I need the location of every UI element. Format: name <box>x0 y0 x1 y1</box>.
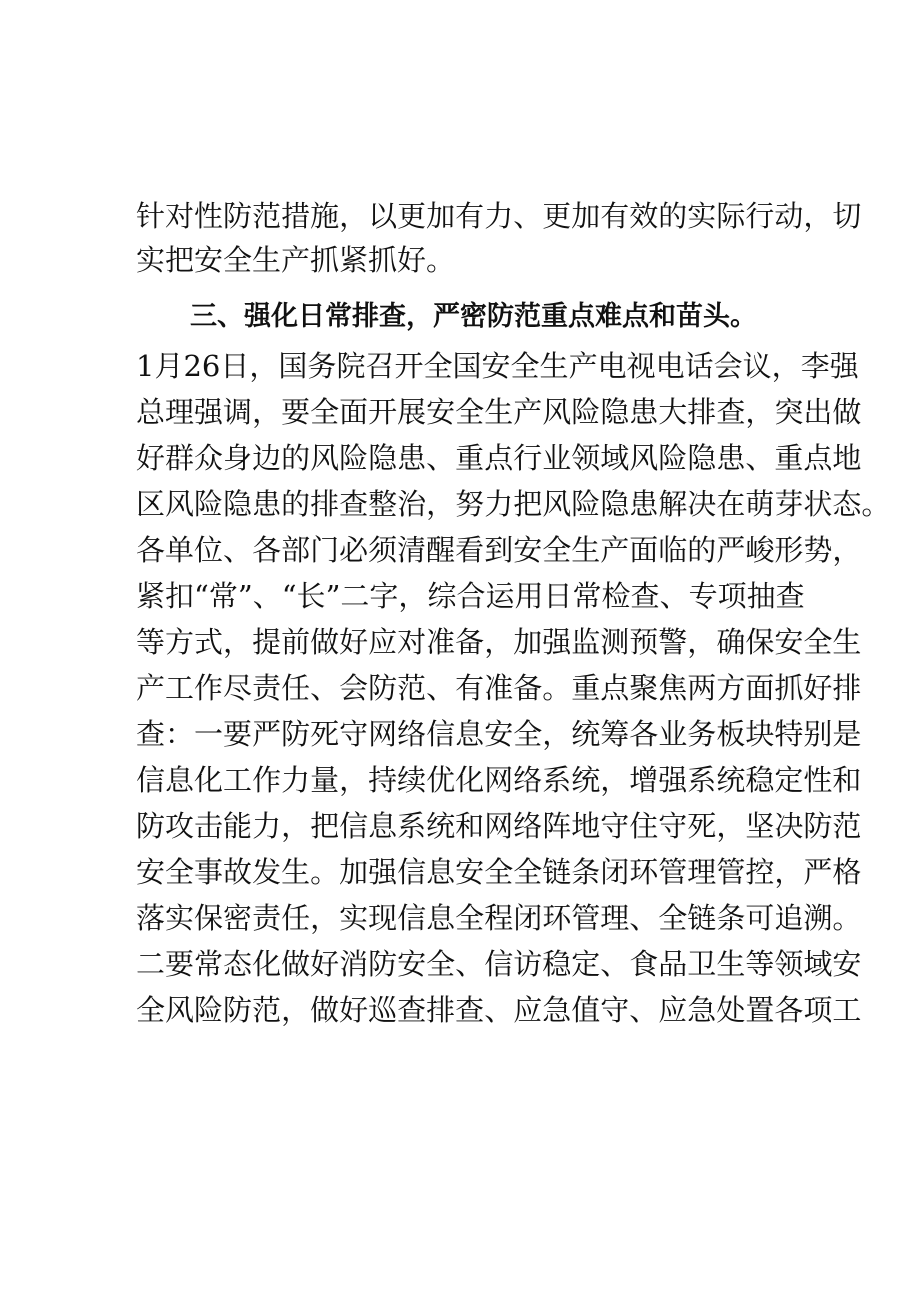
paragraph-line: 实把安全生产抓紧抓好。 <box>136 243 456 277</box>
paragraph-line: 查 ： 一 要 严 防 死 守 网 络 信 息 安 全 ， 统 筹 各 业 务 板 块 特 别 是 <box>136 717 862 751</box>
paragraph-line: 信 息 化 工 作 力 量 ， 持 续 优 化 网 络 系 统 ， 增 强 系 统 稳 定 性 和 <box>136 763 862 797</box>
paragraph-line: 落 实 保 密 责 任 ， 实 现 信 息 全 程 闭 环 管 理 、 全 链 条 可 追 溯 。 <box>136 901 862 935</box>
paragraph-line: 产 工 作 尽 责 任 、 会 防 范 、 有 准 备 。 重 点 聚 焦 两 方 面 抓 好 排 <box>136 671 862 705</box>
paragraph-line: 1 月 2 6 日 ， 国 务 院 召 开 全 国 安 全 生 产 电 视 电 话 会 议 ， 李 强 <box>136 349 859 383</box>
paragraph-line: 针 对 性 防 范 措 施 ， 以 更 加 有 力 、 更 加 有 效 的 实 际 行 动 ， 切 <box>136 199 862 233</box>
paragraph-line: 二 要 常 态 化 做 好 消 防 安 全 、 信 访 稳 定 、 食 品 卫 生 等 领 域 安 <box>136 947 862 981</box>
paragraph-line: 防 攻 击 能 力 ， 把 信 息 系 统 和 网 络 阵 地 守 住 守 死 ， 坚 决 防 范 <box>136 809 862 843</box>
paragraph-line: 区 风 险 隐 患 的 排 查 整 治 ， 努 力 把 风 险 隐 患 解 决 在 萌 芽 状 态 。 <box>136 487 891 521</box>
paragraph-line: 各 单 位 、 各 部 门 必 须 清 醒 看 到 安 全 生 产 面 临 的 严 峻 形 势 ， <box>136 533 862 567</box>
paragraph-line: 好 群 众 身 边 的 风 险 隐 患 、 重 点 行 业 领 域 风 险 隐 患 、 重 点 地 <box>136 441 862 475</box>
paragraph-line: 全 风 险 防 范 ， 做 好 巡 查 排 查 、 应 急 值 守 、 应 急 处 置 各 项 工 <box>136 993 862 1027</box>
paragraph-line: 安 全 事 故 发 生 。 加 强 信 息 安 全 全 链 条 闭 环 管 理 管 控 ， 严 格 <box>136 855 862 889</box>
paragraph-line: 总 理 强 调 ， 要 全 面 开 展 安 全 生 产 风 险 隐 患 大 排 查 ， 突 出 做 <box>136 395 862 429</box>
paragraph-line: 紧 扣 “ 常 ” 、 “ 长 ” 二 字 ， 综 合 运 用 日 常 检 查 、 专 项 抽 查 <box>136 579 805 613</box>
paragraph-line: 等 方 式 ， 提 前 做 好 应 对 准 备 ， 加 强 监 测 预 警 ， 确 保 安 全 生 <box>136 625 862 659</box>
section-heading: 三、强化日常排查，严密防范重点难点和苗头。 <box>190 301 757 332</box>
